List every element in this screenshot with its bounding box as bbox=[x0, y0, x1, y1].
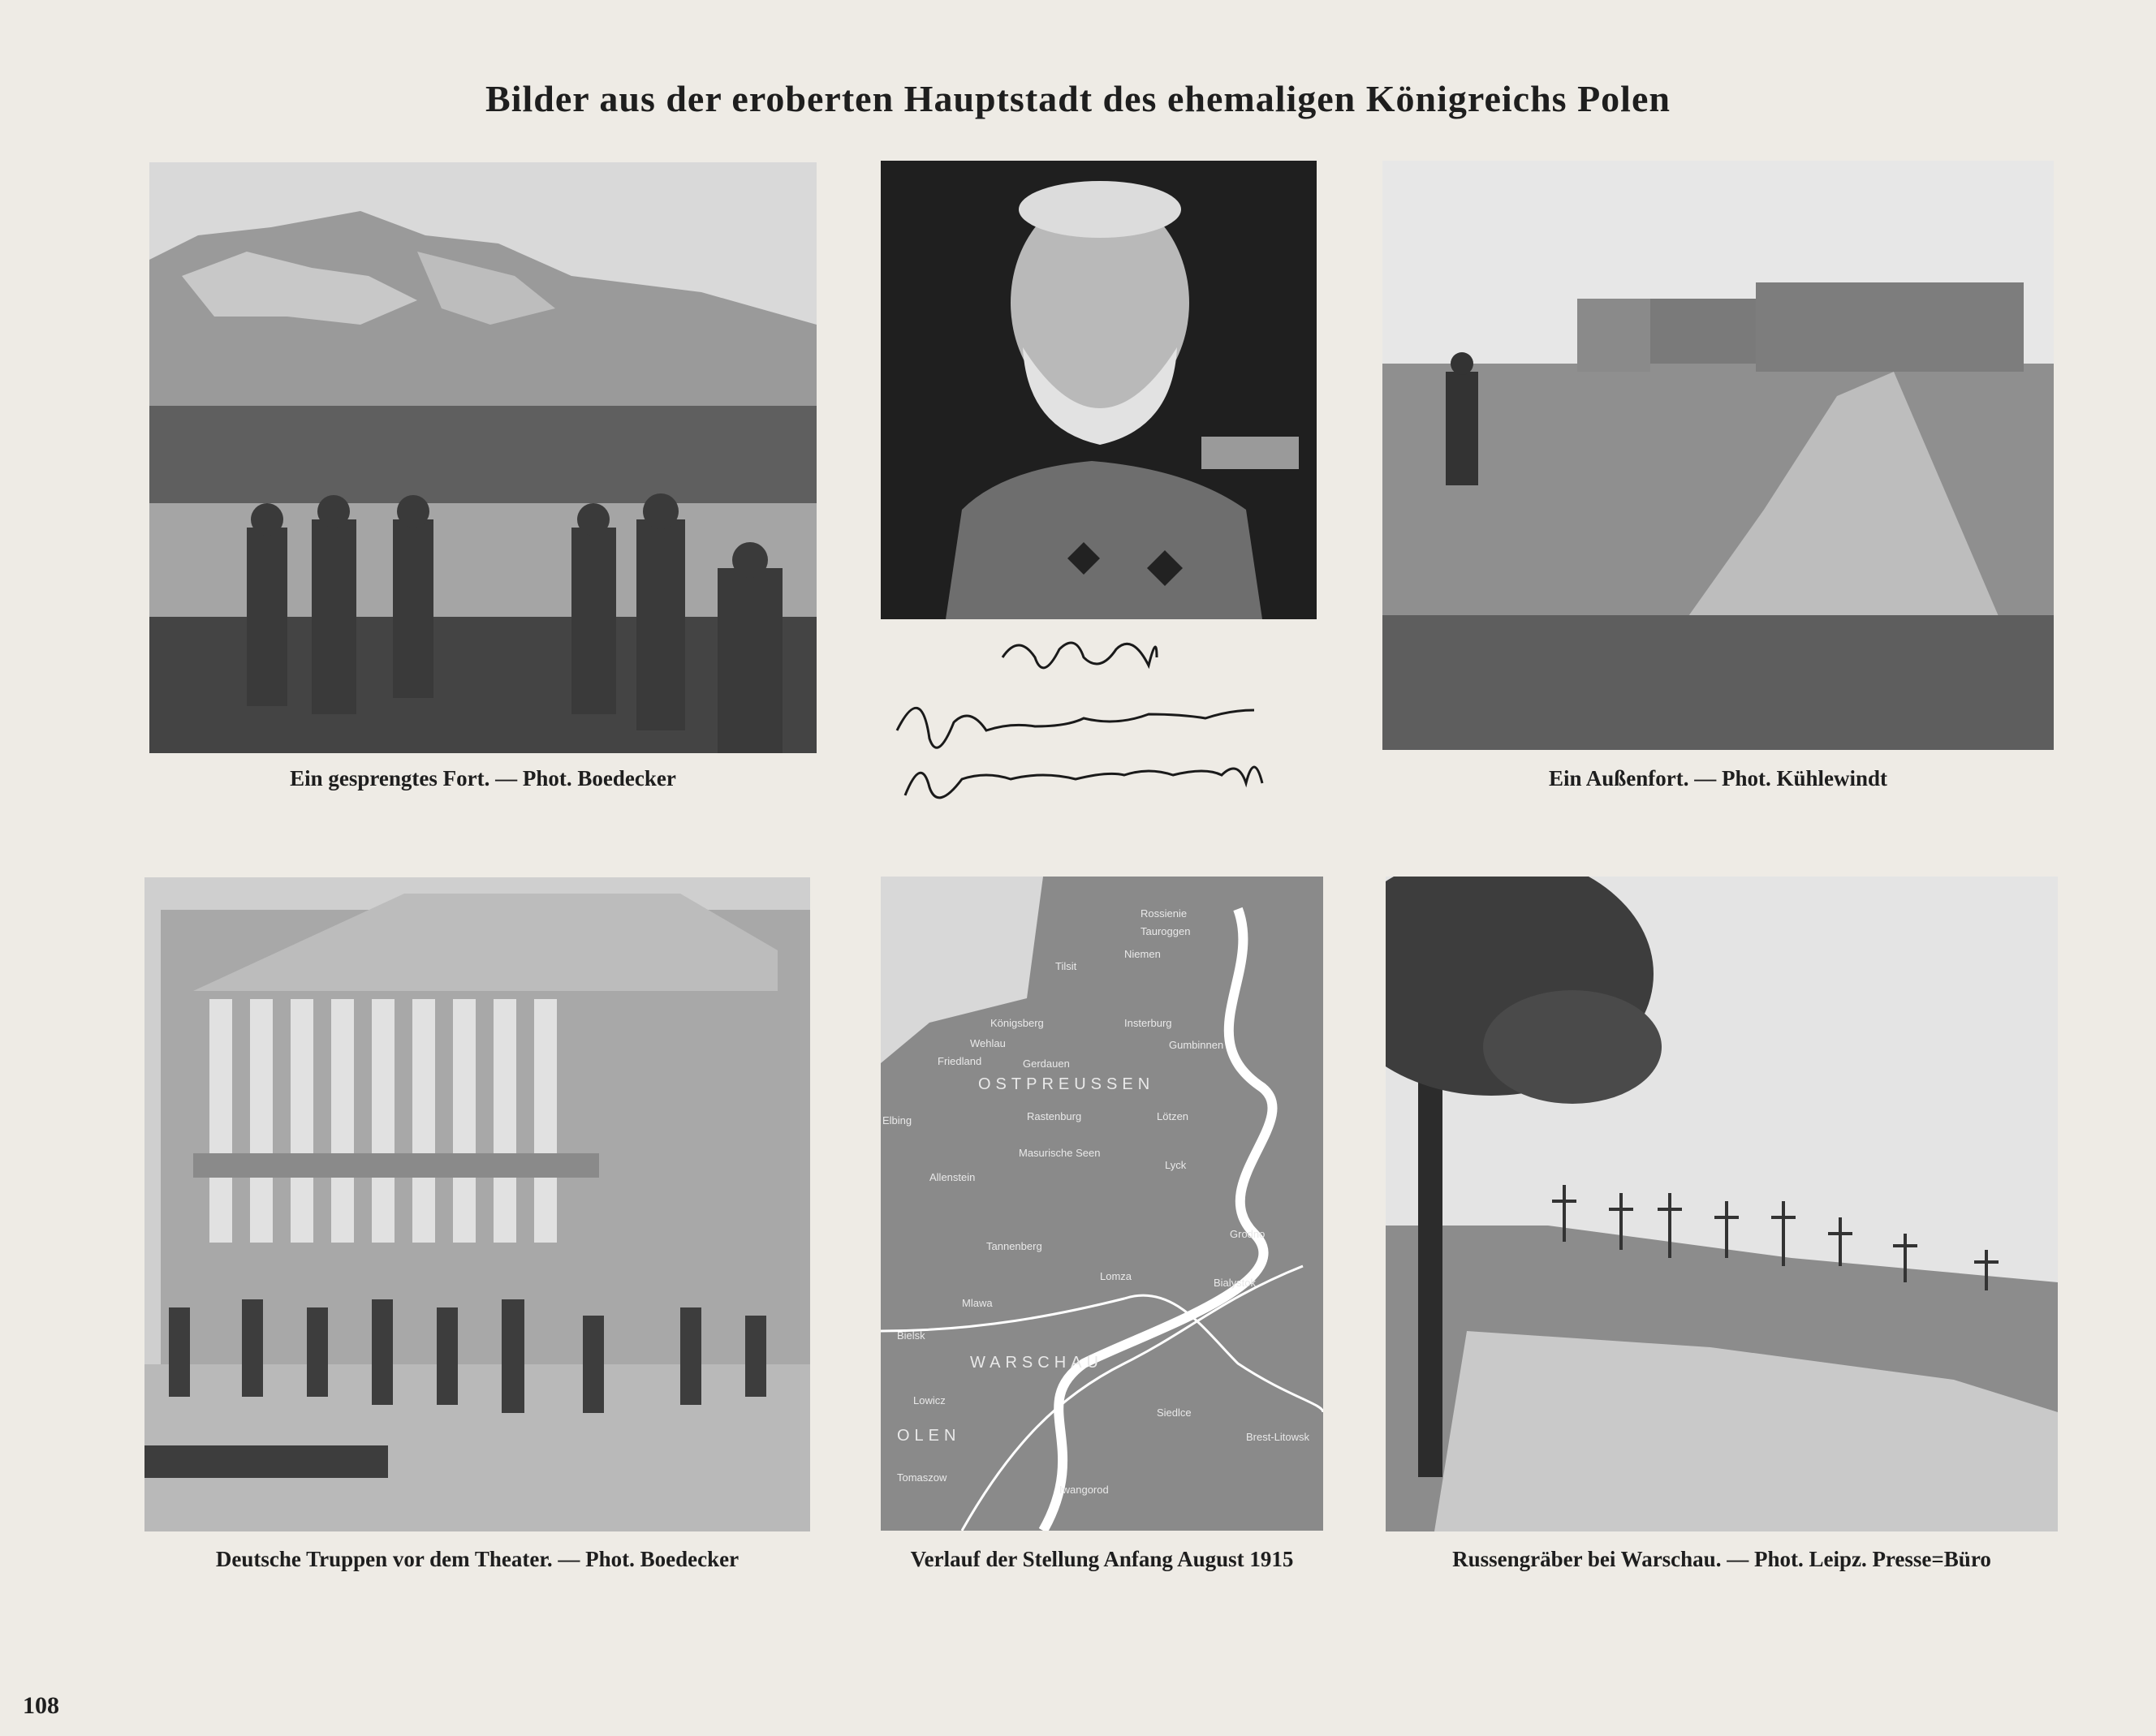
photo-theater-troops bbox=[144, 877, 810, 1531]
map-label: Brest-Litowsk bbox=[1246, 1431, 1310, 1443]
map-label: Elbing bbox=[882, 1114, 912, 1126]
map-label: Masurische Seen bbox=[1019, 1147, 1101, 1159]
map-label: Tomaszow bbox=[897, 1471, 947, 1484]
map-label: Siedlce bbox=[1157, 1406, 1192, 1419]
caption-outer-fort: Ein Außenfort. — Phot. Kühlewindt bbox=[1548, 766, 1888, 790]
map-label: Lötzen bbox=[1157, 1110, 1189, 1122]
map-label: Gerdauen bbox=[1023, 1058, 1070, 1070]
map-label: Lyck bbox=[1165, 1159, 1187, 1171]
map-label: WARSCHAU bbox=[970, 1354, 1103, 1372]
map-label: Bialystok bbox=[1214, 1277, 1257, 1289]
caption-map: Verlauf der Stellung Anfang August 1915 bbox=[910, 1547, 1294, 1571]
caption-blown-up-fort: Ein gesprengtes Fort. — Phot. Boedecker bbox=[290, 766, 676, 790]
map-label: Lowicz bbox=[913, 1394, 946, 1406]
map-label: Bielsk bbox=[897, 1329, 925, 1342]
caption-theater-troops: Deutsche Truppen vor dem Theater. — Phot. Boedecker bbox=[215, 1547, 740, 1571]
map-label: Niemen bbox=[1124, 948, 1161, 960]
photo-outer-fort bbox=[1382, 161, 2054, 750]
map-front-line bbox=[881, 877, 1323, 1531]
map-label: Wehlau bbox=[970, 1037, 1006, 1049]
map-label: OSTPREUSSEN bbox=[978, 1075, 1155, 1093]
map-label: Königsberg bbox=[990, 1017, 1044, 1029]
map-label: Rossienie bbox=[1141, 907, 1188, 920]
page-title: Bilder aus der eroberten Hauptstadt des ehemaligen Königreichs Polen bbox=[485, 78, 1671, 119]
map-region-label: OLEN bbox=[897, 1427, 961, 1445]
map-label: Lomza bbox=[1100, 1270, 1132, 1282]
photo-portrait bbox=[881, 161, 1317, 619]
map-label: Tauroggen bbox=[1141, 925, 1191, 937]
signature bbox=[881, 633, 1319, 820]
photo-blown-up-fort bbox=[149, 162, 817, 753]
caption-russian-graves: Russengräber bei Warschau. — Phot. Leipz. Presse=Büro bbox=[1452, 1547, 1991, 1571]
photo-russian-graves bbox=[1386, 877, 2058, 1531]
map-label: Allenstein bbox=[929, 1171, 976, 1183]
page-number: 108 bbox=[23, 1692, 59, 1719]
map-label: Friedland bbox=[938, 1055, 982, 1067]
map-label: Tannenberg bbox=[986, 1240, 1042, 1252]
map-label: Rastenburg bbox=[1027, 1110, 1082, 1122]
map-label: Grodno bbox=[1230, 1228, 1266, 1240]
map-label: Iwangorod bbox=[1059, 1484, 1109, 1496]
map-label: Mlawa bbox=[962, 1297, 993, 1309]
map-label: Tilsit bbox=[1055, 960, 1077, 972]
map-label: Gumbinnen bbox=[1169, 1039, 1224, 1051]
map-label: Insterburg bbox=[1124, 1017, 1172, 1029]
